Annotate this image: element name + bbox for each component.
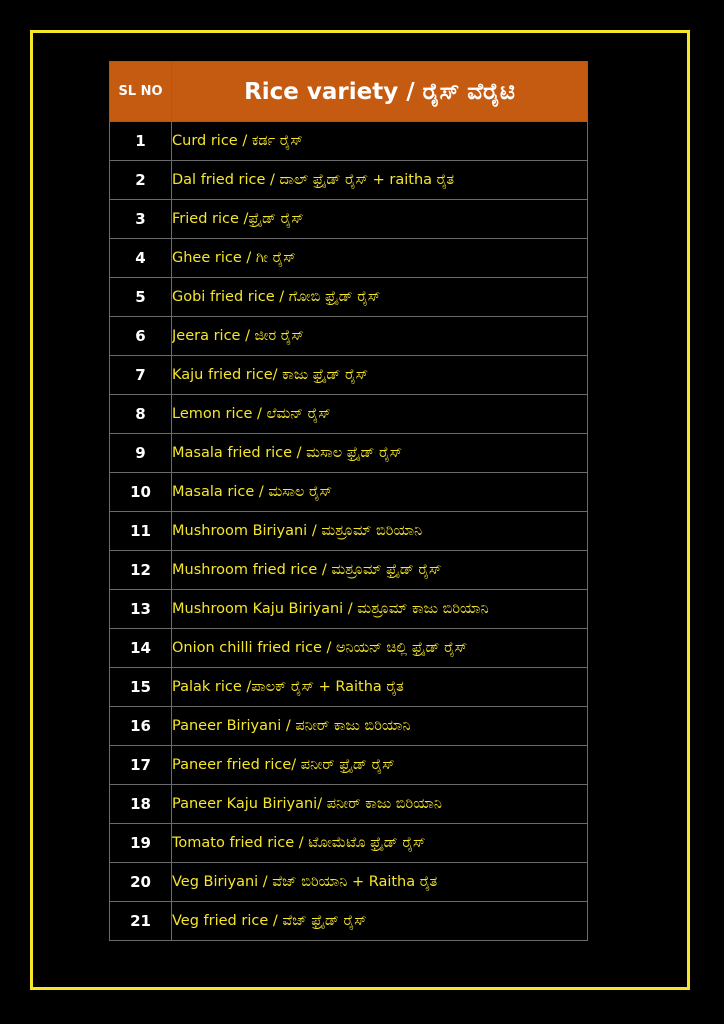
serial-number: 17 [110, 746, 172, 785]
serial-number: 3 [110, 200, 172, 239]
table-body [110, 122, 588, 941]
table-row [110, 356, 588, 395]
serial-number: 4 [110, 239, 172, 278]
rice-item-name: Tomato fried rice / ಟೋಮೆಟೊ ಫ್ರೈಡ್ ರೈಸ್ [172, 824, 588, 863]
rice-item-name: Kaju fried rice/ ಕಾಜು ಫ್ರೈಡ್ ರೈಸ್ [172, 356, 588, 395]
serial-number: 8 [110, 395, 172, 434]
rice-variety-table [109, 61, 588, 941]
rice-item-name: Veg Biriyani / ವೆಜ್ ಬಿರಿಯಾನಿ + Raitha ರೈತ [172, 863, 588, 902]
rice-item-name: Dal fried rice / ದಾಲ್ ಫ್ರೈಡ್ ರೈಸ್ + raitha ರೈತ [172, 161, 588, 200]
serial-number: 15 [110, 668, 172, 707]
rice-item-name: Curd rice / ಕರ್ಡ ರೈಸ್ [172, 122, 588, 161]
table-row [110, 239, 588, 278]
rice-item-name: Jeera rice / ಜೀರ ರೈಸ್ [172, 317, 588, 356]
table-header-row [110, 62, 588, 122]
rice-item-name: Mushroom Biriyani / ಮಶ್ರೂಮ್ ಬಿರಿಯಾನಿ [172, 512, 588, 551]
table-row [110, 512, 588, 551]
serial-number: 2 [110, 161, 172, 200]
table-row [110, 824, 588, 863]
table-row [110, 122, 588, 161]
serial-number: 21 [110, 902, 172, 941]
table-row [110, 395, 588, 434]
table-row [110, 629, 588, 668]
serial-number: 16 [110, 707, 172, 746]
table-row [110, 161, 588, 200]
table-row [110, 200, 588, 239]
table-row [110, 278, 588, 317]
serial-number: 5 [110, 278, 172, 317]
sl-no-header: SL NO [110, 62, 172, 122]
serial-number: 19 [110, 824, 172, 863]
serial-number: 12 [110, 551, 172, 590]
serial-number: 11 [110, 512, 172, 551]
table-row [110, 551, 588, 590]
serial-number: 13 [110, 590, 172, 629]
rice-item-name: Mushroom Kaju Biriyani / ಮಶ್ರೂಮ್ ಕಾಜು ಬಿರಿಯಾನಿ [172, 590, 588, 629]
rice-item-name: Paneer fried rice/ ಪನೀರ್ ಫ್ರೈಡ್ ರೈಸ್ [172, 746, 588, 785]
rice-item-name: Masala rice / ಮಸಾಲ ರೈಸ್ [172, 473, 588, 512]
rice-item-name: Ghee rice / ಗೀ ರೈಸ್ [172, 239, 588, 278]
serial-number: 14 [110, 629, 172, 668]
serial-number: 7 [110, 356, 172, 395]
table-row [110, 434, 588, 473]
rice-item-name: Onion chilli fried rice / ಅನಿಯನ್ ಚಿಲ್ಲಿ ಫ್ರೈಡ್ ರೈಸ್ [172, 629, 588, 668]
serial-number: 18 [110, 785, 172, 824]
rice-item-name: Palak rice /ಪಾಲಕ್ ರೈಸ್ + Raitha ರೈತ [172, 668, 588, 707]
table-row [110, 902, 588, 941]
rice-item-name: Mushroom fried rice / ಮಶ್ರೂಮ್ ಫ್ರೈಡ್ ರೈಸ್ [172, 551, 588, 590]
rice-item-name: Fried rice /ಫ್ರೈಡ್ ರೈಸ್ [172, 200, 588, 239]
table-row [110, 863, 588, 902]
table-row [110, 590, 588, 629]
table-row [110, 785, 588, 824]
table-row [110, 707, 588, 746]
rice-item-name: Gobi fried rice / ಗೋಬಿ ಫ್ರೈಡ್ ರೈಸ್ [172, 278, 588, 317]
rice-item-name: Lemon rice / ಲೆಮನ್ ರೈಸ್ [172, 395, 588, 434]
serial-number: 1 [110, 122, 172, 161]
rice-item-name: Veg fried rice / ವೆಜ್ ಫ್ರೈಡ್ ರೈಸ್ [172, 902, 588, 941]
serial-number: 9 [110, 434, 172, 473]
rice-item-name: Paneer Kaju Biriyani/ ಪನೀರ್ ಕಾಜು ಬಿರಿಯಾನಿ [172, 785, 588, 824]
serial-number: 6 [110, 317, 172, 356]
table-title: Rice variety / ರೈಸ್ ವೆರೈಟಿ [172, 62, 588, 122]
serial-number: 10 [110, 473, 172, 512]
serial-number: 20 [110, 863, 172, 902]
table-row [110, 746, 588, 785]
rice-item-name: Paneer Biriyani / ಪನೀರ್ ಕಾಜು ಬಿರಿಯಾನಿ [172, 707, 588, 746]
rice-item-name: Masala fried rice / ಮಸಾಲ ಫ್ರೈಡ್ ರೈಸ್ [172, 434, 588, 473]
table-row [110, 317, 588, 356]
table-row [110, 668, 588, 707]
table-row [110, 473, 588, 512]
